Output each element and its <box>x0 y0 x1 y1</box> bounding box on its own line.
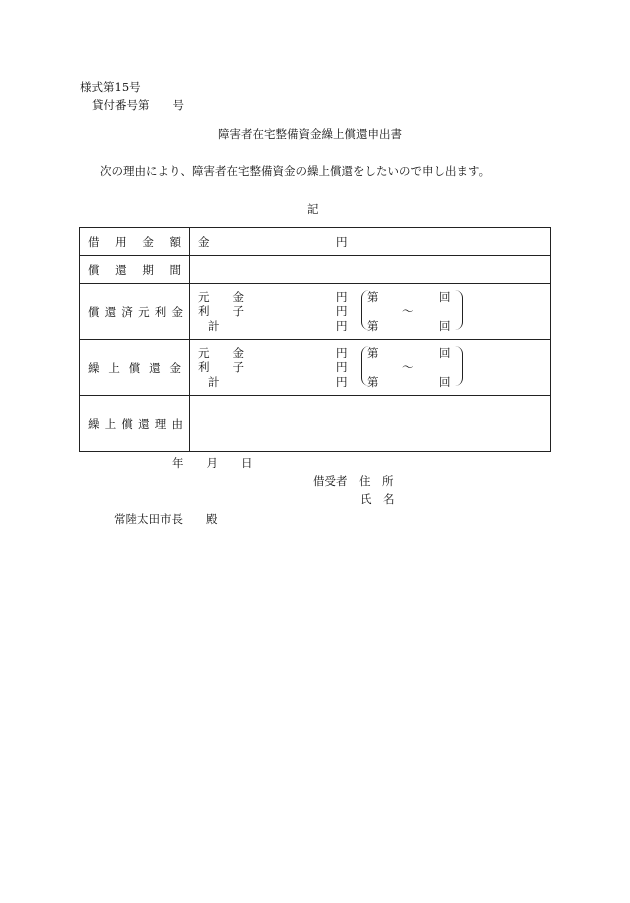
table-row <box>80 340 551 396</box>
ki-heading: 記 <box>307 202 319 216</box>
intro-text: 次の理由により、障害者在宅整備資金の繰上償還をしたいので申し出ます。 <box>100 164 491 178</box>
borrower-name-label: 氏 名 <box>360 492 395 506</box>
table-row <box>80 256 551 284</box>
row-label-early-repayment-reason: 繰 上 償 還 理 由 <box>80 396 190 452</box>
reason-field[interactable] <box>190 396 551 452</box>
table-row <box>80 228 551 256</box>
table-row <box>80 396 551 452</box>
form-number: 様式第15号 <box>80 80 141 94</box>
addressee: 常陸太田市長 殿 <box>114 512 218 526</box>
application-table <box>79 227 551 452</box>
row-label-repayment-period: 償 還 期 間 <box>80 256 190 284</box>
date-line: 年 月 日 <box>172 456 253 470</box>
borrower-address-label: 借受者 住 所 <box>313 474 394 488</box>
loan-amount-field[interactable]: 金 円 <box>190 228 551 256</box>
early-repayment-field[interactable]: 元 金 利 子 計 円 円 円 第 回 〜 第 回 <box>190 340 551 396</box>
repayment-period-field[interactable] <box>190 256 551 284</box>
table-row <box>80 284 551 340</box>
document-title: 障害者在宅整備資金繰上償還申出書 <box>218 127 402 141</box>
row-label-early-repayment: 繰 上 償 還 金 <box>80 340 190 396</box>
row-label-repaid-principal-interest: 償 還 済 元 利 金 <box>80 284 190 340</box>
row-label-loan-amount: 借 用 金 額 <box>80 228 190 256</box>
loan-number: 貸付番号第 号 <box>92 98 184 112</box>
repaid-amount-field[interactable]: 元 金 利 子 計 円 円 円 第 回 〜 第 回 <box>190 284 551 340</box>
